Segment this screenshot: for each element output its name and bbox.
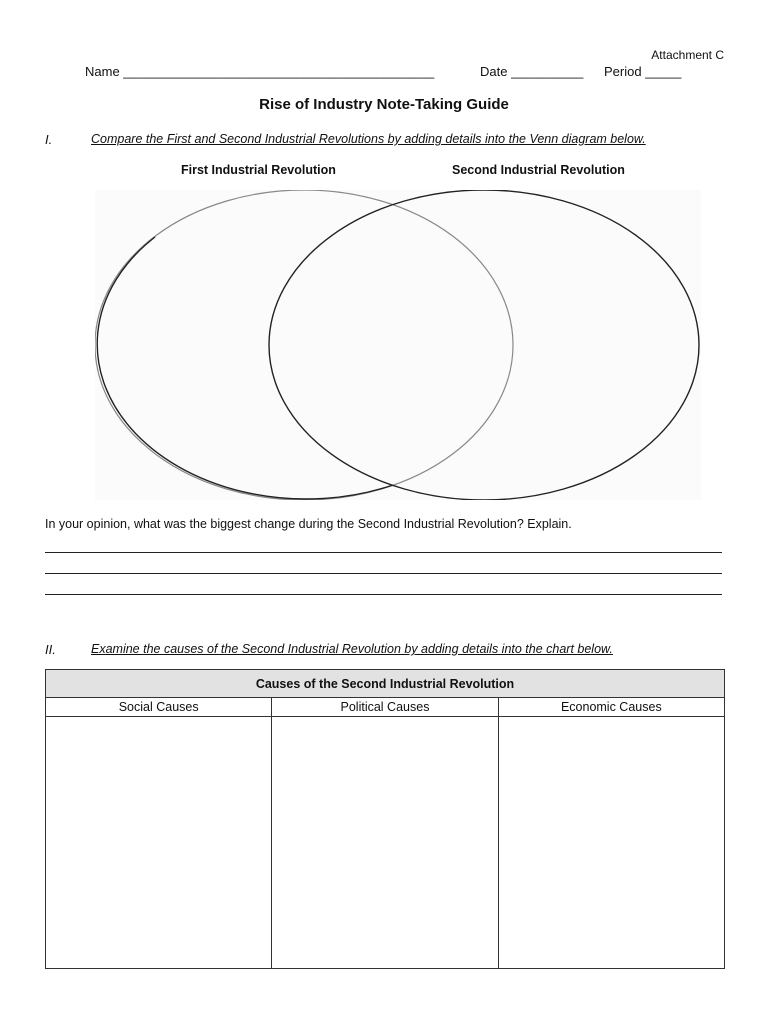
causes-table [45, 669, 725, 969]
economic-causes-cell[interactable] [498, 717, 724, 969]
date-field[interactable]: Date __________ [480, 64, 584, 79]
section-2-number: II. [45, 642, 56, 657]
venn-right-label: Second Industrial Revolution [452, 163, 625, 177]
section-1-instruction: Compare the First and Second Industrial Revolutions by adding details into the Venn diagram below. [91, 132, 646, 146]
political-causes-cell[interactable] [272, 717, 498, 969]
venn-diagram[interactable] [95, 190, 701, 500]
name-field[interactable]: Name ___________________________________________ [85, 64, 435, 79]
column-header-social: Social Causes [46, 698, 272, 717]
page-title: Rise of Industry Note-Taking Guide [259, 96, 509, 113]
column-header-political: Political Causes [272, 698, 498, 717]
answer-line-3[interactable] [45, 594, 722, 595]
column-header-economic: Economic Causes [498, 698, 724, 717]
venn-right-circle [269, 190, 699, 500]
section-2-instruction: Examine the causes of the Second Industrial Revolution by adding details into the chart below. [91, 642, 613, 656]
venn-svg [95, 190, 701, 500]
opinion-question: In your opinion, what was the biggest change during the Second Industrial Revolution? Explain. [45, 517, 572, 531]
causes-table-title: Causes of the Second Industrial Revolution [46, 670, 725, 698]
attachment-label: Attachment C [651, 48, 724, 62]
venn-left-label: First Industrial Revolution [181, 163, 336, 177]
venn-left-outline [97, 237, 393, 499]
answer-line-2[interactable] [45, 573, 722, 574]
period-field[interactable]: Period _____ [604, 64, 682, 79]
answer-line-1[interactable] [45, 552, 722, 553]
section-1-number: I. [45, 132, 53, 147]
social-causes-cell[interactable] [46, 717, 272, 969]
